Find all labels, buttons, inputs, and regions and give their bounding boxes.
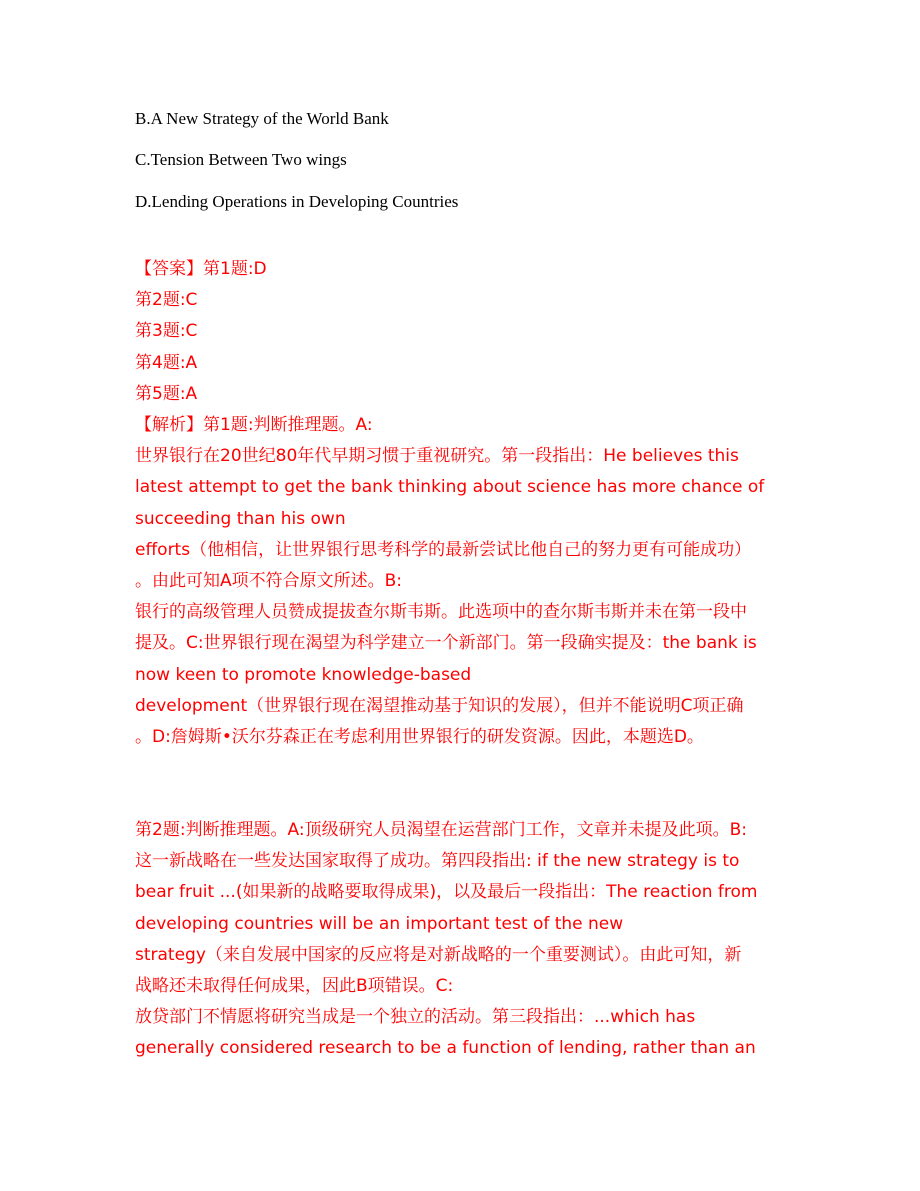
analysis-line: 这一新战略在一些发达国家取得了成功。第四段指出: if the new strategy is to <box>135 851 740 872</box>
answer-line: 第5题:A <box>135 383 198 404</box>
analysis-line: strategy（来自发展中国家的反应将是对新战略的一个重要测试）。由此可知，新 <box>135 944 742 965</box>
analysis-line: 第2题:判断推理题。A:顶级研究人员渴望在运营部门工作，文章并未提及此项。B: <box>135 820 747 840</box>
analysis-line: 提及。C:世界银行现在渴望为科学建立一个新部门。第一段确实提及：the bank is <box>135 633 757 654</box>
option-b: B.A New Strategy of the World Bank <box>135 109 389 128</box>
analysis-line: developing countries will be an important test of the new <box>135 913 624 934</box>
analysis-line: 战略还未取得任何成果，因此B项错误。C: <box>135 976 454 997</box>
answer-block <box>135 254 795 410</box>
analysis-line: generally considered research to be a function of lending, rather than an <box>135 1038 756 1059</box>
answer-line: 【答案】第1题:D <box>135 259 267 279</box>
analysis-line: efforts（他相信，让世界银行思考科学的最新尝试比他自己的努力更有可能成功） <box>135 539 752 560</box>
answer-line: 第4题:A <box>135 352 198 373</box>
option-c: C.Tension Between Two wings <box>135 150 347 169</box>
analysis-line: latest attempt to get the bank thinking about science has more chance of <box>135 477 765 498</box>
answer-line: 第2题:C <box>135 290 198 311</box>
analysis-line: 银行的高级管理人员赞成提拔查尔斯韦斯。此选项中的查尔斯韦斯并未在第一段中 <box>135 602 747 623</box>
analysis-line: development（世界银行现在渴望推动基于知识的发展），但并不能说明C项正确 <box>135 695 744 716</box>
analysis-question-2 <box>135 815 795 1065</box>
analysis-line: 。D:詹姆斯•沃尔芬森正在考虑利用世界银行的研发资源。因此，本题选D。 <box>135 727 704 748</box>
analysis-line: 放贷部门不情愿将研究当成是一个独立的活动。第三段指出：...which has <box>135 1007 696 1028</box>
option-d: D.Lending Operations in Developing Countries <box>135 192 459 211</box>
answer-line: 第3题:C <box>135 321 198 342</box>
analysis-line: 【解析】第1题:判断推理题。A: <box>135 415 373 435</box>
analysis-question-1 <box>135 410 795 753</box>
analysis-line: succeeding than his own <box>135 508 346 529</box>
analysis-line: bear fruit ...(如果新的战略要取得成果)，以及最后一段指出：The reaction from <box>135 882 758 903</box>
analysis-line: 。由此可知A项不符合原文所述。B: <box>135 571 403 592</box>
analysis-line: 世界银行在20世纪80年代早期习惯于重视研究。第一段指出：He believes this <box>135 446 739 467</box>
analysis-line: now keen to promote knowledge-based <box>135 664 472 685</box>
